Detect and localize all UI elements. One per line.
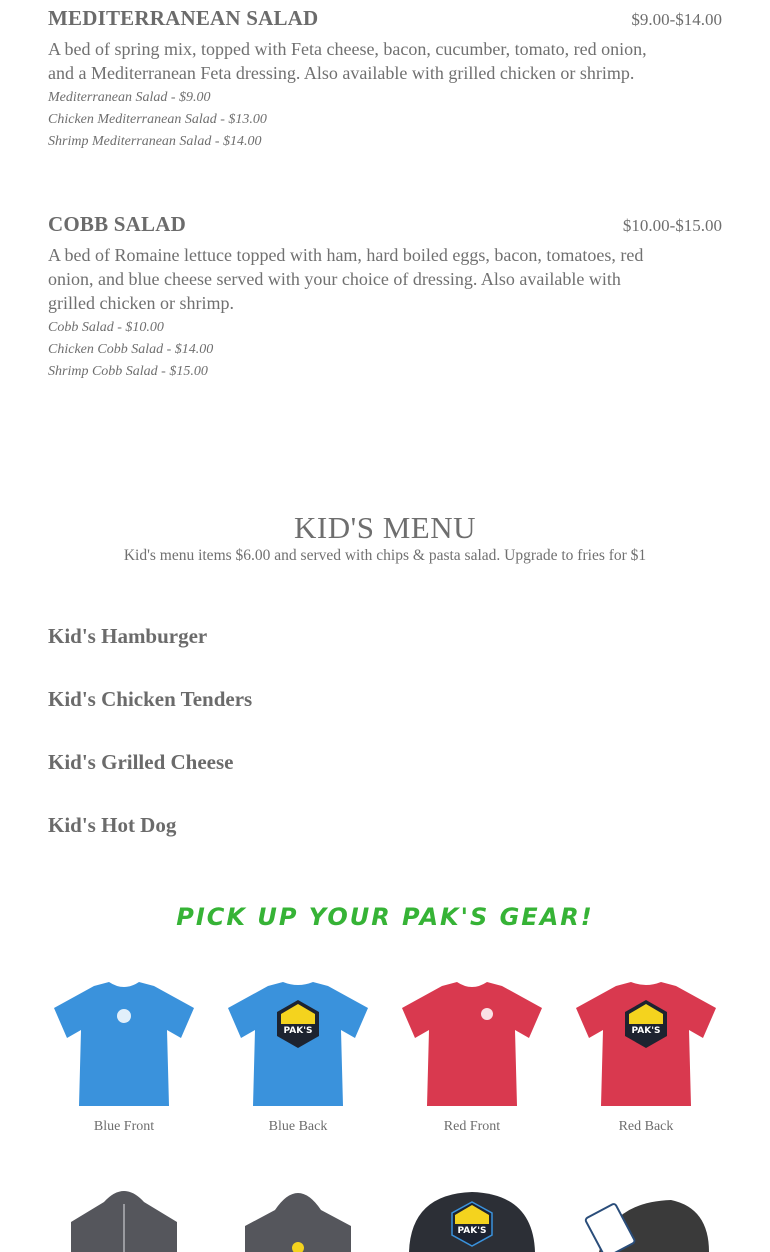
hoodie-image bbox=[223, 1182, 373, 1252]
logo-text: PAK'S bbox=[283, 1026, 313, 1036]
kid-item-hamburger: Kid's Hamburger bbox=[48, 624, 208, 648]
item-name: MEDITERRANEAN SALAD bbox=[48, 6, 319, 30]
tshirt-image bbox=[571, 978, 721, 1113]
gear-caption: Red Back bbox=[618, 1119, 674, 1134]
gear-card-hoodie-front[interactable] bbox=[49, 1182, 199, 1252]
chest-logo-icon bbox=[481, 1008, 493, 1020]
gear-card-hat-back[interactable] bbox=[571, 1182, 721, 1252]
item-variant: Mediterranean Salad - $9.00 bbox=[48, 90, 211, 105]
menu-item-mediterranean-salad bbox=[48, 6, 722, 153]
item-description: A bed of Romaine lettuce topped with ham, hard boiled eggs, bacon, tomatoes, red onion, and blue cheese served with your choice of dressing. Also available with grilled chicken or shrimp. bbox=[48, 245, 644, 313]
item-variant: Chicken Mediterranean Salad - $13.00 bbox=[48, 112, 267, 127]
kid-item-chicken-tenders: Kid's Chicken Tenders bbox=[48, 687, 253, 711]
hat-image bbox=[397, 1182, 547, 1252]
hoodie-image bbox=[49, 1182, 199, 1252]
hat-image bbox=[571, 1182, 721, 1252]
gear-card-red-front[interactable] bbox=[397, 978, 547, 1135]
gear-card-red-back[interactable] bbox=[571, 978, 721, 1135]
gear-title: PICK UP YOUR PAK'S GEAR! bbox=[176, 903, 594, 931]
item-variant: Shrimp Mediterranean Salad - $14.00 bbox=[48, 134, 262, 149]
item-variant: Chicken Cobb Salad - $14.00 bbox=[48, 342, 214, 357]
item-price: $9.00-$14.00 bbox=[631, 10, 722, 29]
shirt-body bbox=[54, 982, 194, 1106]
item-description: A bed of spring mix, topped with Feta cheese, bacon, cucumber, tomato, red onion, and a Mediterranean Feta dressing. Also available with grilled chicken or shrimp. bbox=[48, 39, 647, 83]
item-variant: Cobb Salad - $10.00 bbox=[48, 320, 164, 335]
gear-card-hoodie-back[interactable] bbox=[223, 1182, 373, 1252]
logo-text: PAK'S bbox=[457, 1226, 487, 1236]
item-price: $10.00-$15.00 bbox=[622, 216, 722, 235]
tshirt-image bbox=[397, 978, 547, 1113]
item-name: COBB SALAD bbox=[48, 212, 186, 236]
gear-caption: Blue Front bbox=[93, 1119, 155, 1134]
logo-text: PAK'S bbox=[631, 1026, 661, 1036]
shirt-body bbox=[402, 982, 542, 1106]
gear-card-blue-front[interactable] bbox=[49, 978, 199, 1135]
gear-card-trucker-hat[interactable] bbox=[397, 1182, 547, 1252]
kids-menu-subtitle: Kid's menu items $6.00 and served with chips & pasta salad. Upgrade to fries for $1 bbox=[123, 547, 647, 564]
kids-menu-title: KID'S MENU bbox=[294, 510, 476, 545]
gear-caption: Red Front bbox=[443, 1119, 501, 1134]
kid-item-grilled-cheese: Kid's Grilled Cheese bbox=[48, 750, 234, 774]
gear-card-blue-back[interactable] bbox=[223, 978, 373, 1135]
kid-item-hot-dog: Kid's Hot Dog bbox=[48, 813, 177, 837]
tshirt-image bbox=[49, 978, 199, 1113]
gear-caption: Blue Back bbox=[268, 1119, 328, 1134]
tshirt-image bbox=[223, 978, 373, 1113]
chest-logo-icon bbox=[117, 1009, 131, 1023]
item-variant: Shrimp Cobb Salad - $15.00 bbox=[48, 364, 208, 379]
menu-item-cobb-salad bbox=[48, 212, 722, 383]
